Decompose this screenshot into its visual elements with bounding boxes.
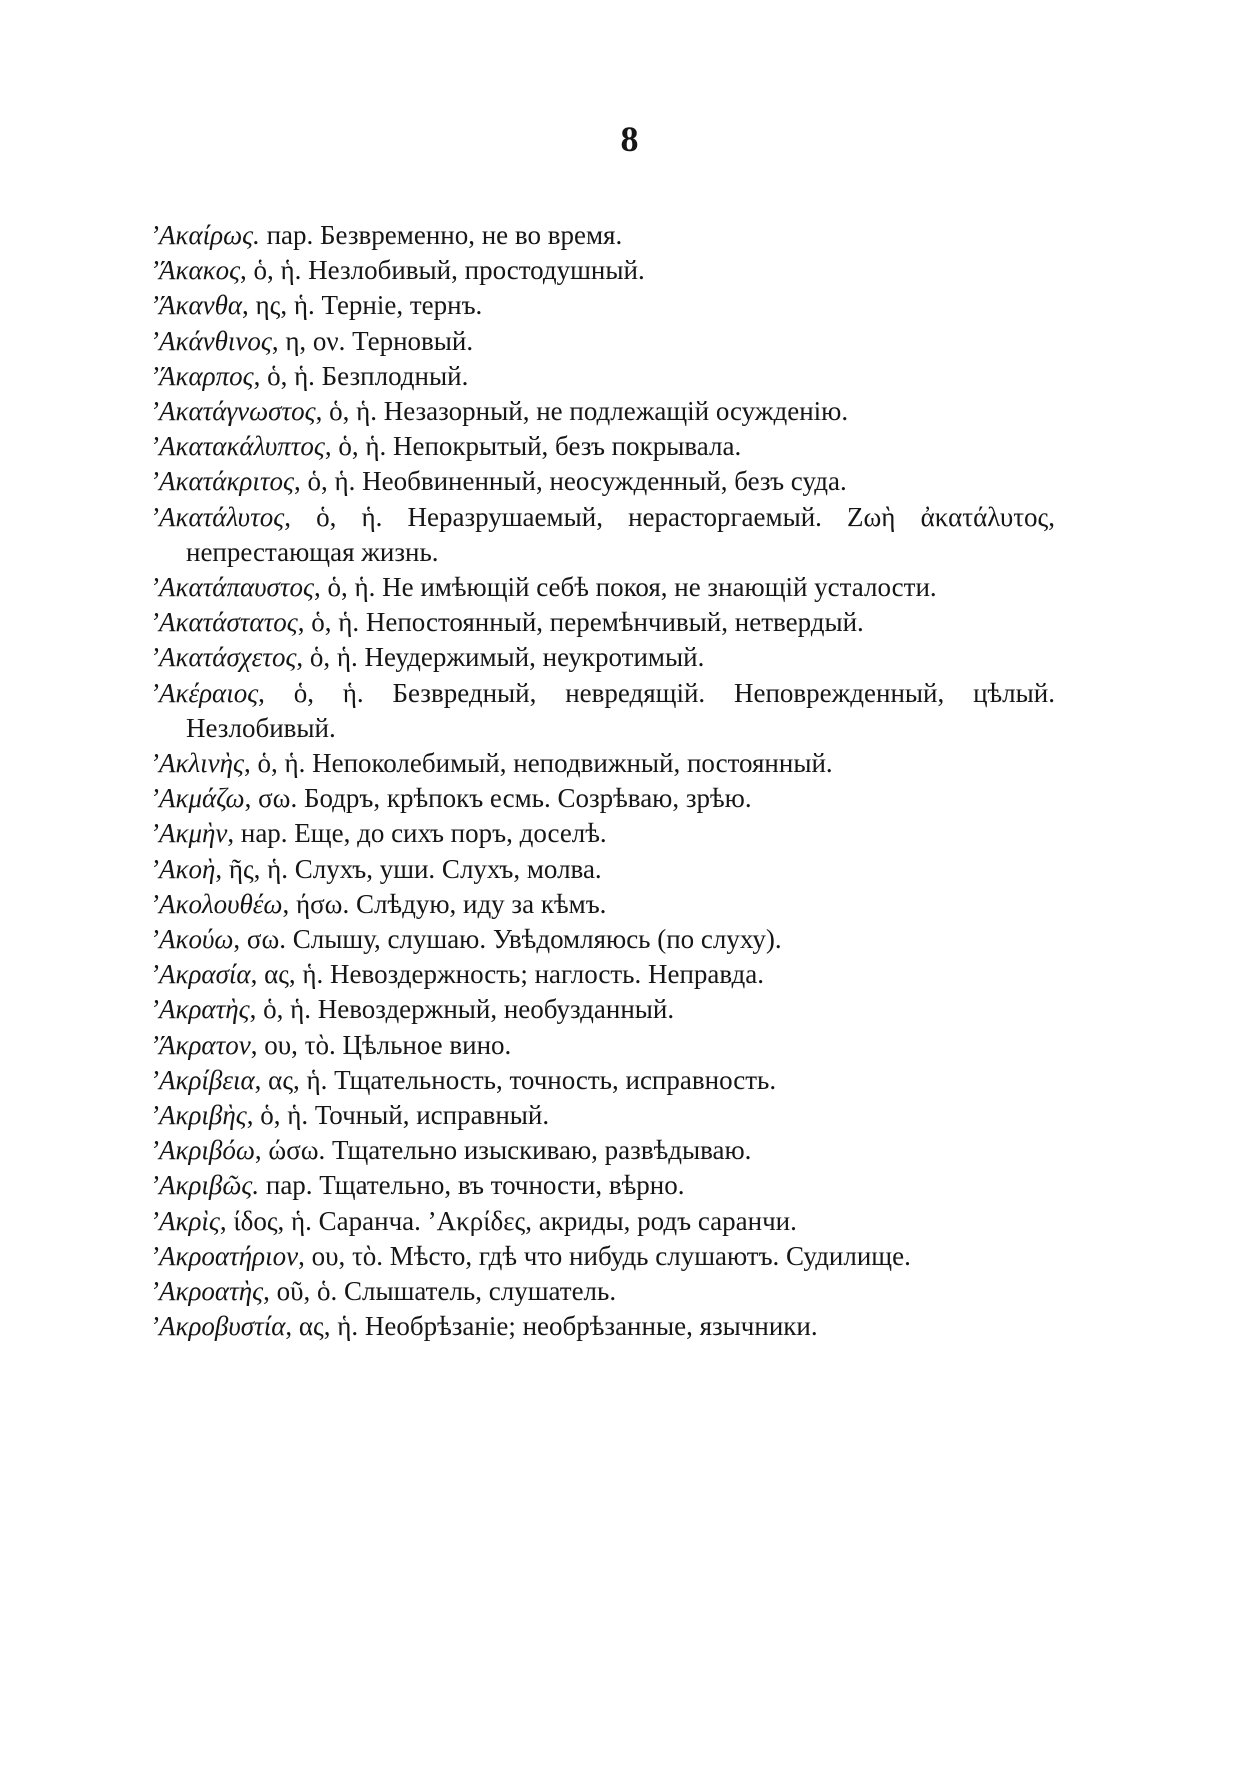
- dictionary-entry: [150, 1098, 1055, 1133]
- entry-headword: ’Άκρατον: [150, 1029, 251, 1060]
- entry-definition: , σω. Слышу, слушаю. Увѣдомляюсь (по слуху).: [233, 924, 782, 955]
- entry-headword: ’Ακρατὴς: [150, 994, 250, 1025]
- entry-definition: , нар. Еще, до сихъ поръ, доселѣ.: [227, 818, 607, 849]
- dictionary-entry: [150, 640, 1055, 675]
- entry-definition: , σω. Бодръ, крѣпокъ есмь. Созрѣваю, зрѣю.: [244, 783, 752, 814]
- entry-headword: ’Ακλινὴς: [150, 748, 244, 779]
- page-number: 8: [620, 119, 639, 159]
- entry-definition: , ὁ, ἡ. Безплодный.: [253, 360, 469, 391]
- entry-definition: , ώσω. Тщательно изыскиваю, развѣдываю.: [254, 1135, 752, 1166]
- entry-headword: ’Ακέραιος: [150, 677, 259, 708]
- entry-headword: ’Άκακος: [150, 255, 241, 286]
- dictionary-entry: [150, 1133, 1055, 1168]
- entry-definition: , ου, τὸ. Цѣльное вино.: [250, 1029, 512, 1060]
- entry-headword: ’Ακριβὴς: [150, 1100, 247, 1131]
- entry-definition: , ας, ἡ. Необрѣзаніе; необрѣзанные, язычники.: [285, 1311, 818, 1342]
- entry-headword: ’Άκαρπος: [150, 360, 254, 391]
- entry-headword: ’Ακάνθινος: [150, 325, 272, 356]
- dictionary-entry: [150, 887, 1055, 922]
- entry-headword: ’Ακριβῶς.: [150, 1170, 260, 1201]
- entry-headword: ’Ακοὴ: [150, 853, 216, 884]
- dictionary-entry: [150, 359, 1055, 394]
- entry-definition: , ης, ἡ. Терніе, тернъ.: [242, 290, 483, 321]
- entry-definition: , ὁ, ἡ. Невоздержный, необузданный.: [249, 994, 675, 1025]
- entry-headword: ’Ακρὶς: [150, 1205, 220, 1236]
- dictionary-entry: [150, 922, 1055, 957]
- entry-definition: , ὁ, ἡ. Необвиненный, неосужденный, безъ суда.: [294, 466, 847, 497]
- dictionary-entry: [150, 676, 1055, 746]
- entry-definition: , ὁ, ἡ. Непоколебимый, неподвижный, постоянный.: [243, 748, 833, 779]
- dictionary-entry: [150, 605, 1055, 640]
- entry-headword: ’Ακαίρως.: [150, 220, 260, 250]
- entry-definition: , ὁ, ἡ. Непокрытый, безъ покрывала.: [324, 431, 742, 462]
- entry-definition: , οῦ, ὁ. Слышатель, слушатель.: [263, 1276, 617, 1307]
- entry-definition: , ας, ἡ. Тщательность, точность, исправность.: [254, 1064, 777, 1095]
- entry-headword: ’Ακατάστατος: [150, 607, 298, 638]
- entry-headword: ’Ακατακάλυπτος: [150, 431, 325, 462]
- dictionary-entry: [150, 957, 1055, 992]
- dictionary-entry: [150, 1063, 1055, 1098]
- entry-headword: ’Ακμάζω: [150, 783, 245, 814]
- entry-definition: , ὁ, ἡ. Неразрушаемый, нерасторгаемый. Ζωὴ ἀκατάλυτος, непрестающая жизнь.: [186, 501, 1055, 567]
- entry-headword: ’Ακροβυστία: [150, 1311, 286, 1342]
- entry-definition: , ὁ, ἡ. Безвредный, невредящій. Неповрежденный, цѣлый. Незлобивый.: [186, 677, 1055, 743]
- entry-headword: ’Ακριβόω: [150, 1135, 255, 1166]
- entry-definition: , ῆς, ἡ. Слухъ, уши. Слухъ, молва.: [215, 853, 602, 884]
- entry-definition: , ήσω. Слѣдую, иду за кѣмъ.: [282, 888, 607, 919]
- entry-headword: ’Ακούω: [150, 924, 234, 955]
- dictionary-entry: [150, 1274, 1055, 1309]
- dictionary-entry: [150, 1309, 1055, 1344]
- dictionary-entry: [150, 1204, 1055, 1239]
- dictionary-entry: [150, 429, 1055, 464]
- entry-headword: ’Ακροατὴς: [150, 1276, 264, 1307]
- dictionary-entry: [150, 816, 1055, 851]
- dictionary-entry: [150, 288, 1055, 323]
- dictionary-entry: [150, 253, 1055, 288]
- entry-headword: ’Ακολουθέω: [150, 888, 283, 919]
- entry-headword: ’Ακροατήριον: [150, 1240, 299, 1271]
- dictionary-entry: [150, 746, 1055, 781]
- dictionary-entry: [150, 992, 1055, 1027]
- entry-headword: ’Ακατάγνωστος: [150, 396, 316, 427]
- dictionary-entry: [150, 1168, 1055, 1203]
- entry-headword: ’Ακμὴν: [150, 818, 228, 849]
- entry-headword: ’Άκανθα: [150, 290, 243, 321]
- entry-definition: , η, ον. Терновый.: [271, 325, 474, 356]
- entry-headword: ’Ακατάσχετος: [150, 642, 297, 673]
- dictionary-entry: [150, 394, 1055, 429]
- entry-definition: , ὁ, ἡ. Непостоянный, перемѣнчивый, нетвердый.: [297, 607, 864, 638]
- dictionary-entry: [150, 500, 1055, 570]
- entry-headword: ’Ακρασία: [150, 959, 251, 990]
- dictionary-entry: [150, 1028, 1055, 1063]
- entry-definition: , ὁ, ἡ. Точный, исправный.: [246, 1100, 550, 1131]
- entry-headword: ’Ακατάπαυστος: [150, 572, 314, 603]
- entry-headword: ’Ακατάλυτος: [150, 501, 285, 532]
- entry-definition: пар. Безвременно, не во время.: [266, 220, 623, 250]
- entry-definition: , ας, ἡ. Невоздержность; наглость. Неправда.: [250, 959, 764, 990]
- entry-definition: , ὁ, ἡ. Незазорный, не подлежащій осужденію.: [315, 396, 849, 427]
- entry-definition: , ου, τὸ. Мѣсто, гдѣ что нибудь слушаютъ. Судилище.: [298, 1240, 911, 1271]
- dictionary-entry: [150, 218, 1055, 253]
- dictionary-entries: [150, 218, 1055, 1345]
- dictionary-entry: [150, 570, 1055, 605]
- entry-definition: , ὁ, ἡ. Незлобивый, простодушный.: [240, 255, 645, 286]
- dictionary-entry: [150, 1239, 1055, 1274]
- dictionary-entry: [150, 464, 1055, 499]
- dictionary-entry: [150, 324, 1055, 359]
- entry-definition: , ὁ, ἡ. Неудержимый, неукротимый.: [296, 642, 705, 673]
- dictionary-entry: [150, 781, 1055, 816]
- entry-definition: , ὁ, ἡ. Не имѣющій себѣ покоя, не знающій усталости.: [313, 572, 937, 603]
- entry-definition: , ίδος, ἡ. Саранча. ’Ακρίδες, акриды, родъ саранчи.: [219, 1205, 797, 1236]
- entry-definition: пар. Тщательно, въ точности, вѣрно.: [265, 1170, 685, 1201]
- entry-headword: ’Ακατάκριτος: [150, 466, 294, 497]
- dictionary-entry: [150, 852, 1055, 887]
- entry-headword: ’Ακρίβεια: [150, 1064, 255, 1095]
